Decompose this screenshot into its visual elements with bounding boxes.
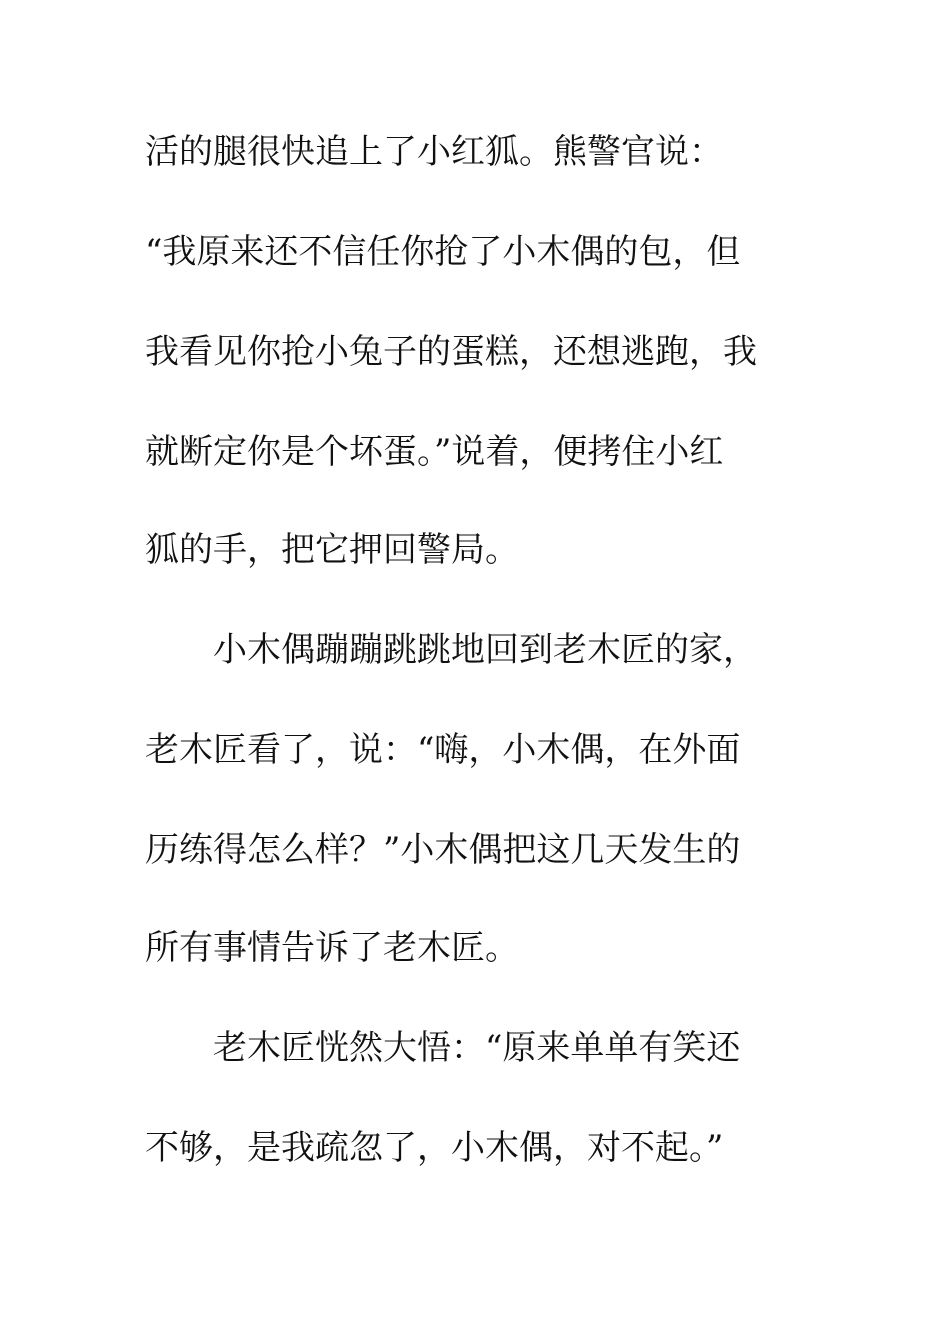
paragraph-start-line: 老木匠恍然大悟：“原来单单有笑还 xyxy=(213,1028,741,1068)
text-line: 老木匠看了，说：“嗨，小木偶，在外面 xyxy=(145,730,741,770)
text-line: 狐的手，把它押回警局。 xyxy=(145,530,519,570)
text-line: 不够，是我疏忽了，小木偶，对不起。” xyxy=(145,1128,724,1168)
text-line: 我看见你抢小兔子的蛋糕，还想逃跑，我 xyxy=(145,332,757,372)
paragraph-start-line: 小木偶蹦蹦跳跳地回到老木匠的家， xyxy=(213,630,757,670)
text-line: “我原来还不信任你抢了小木偶的包，但 xyxy=(145,232,741,272)
text-line: 就断定你是个坏蛋。”说着，便拷住小红 xyxy=(145,432,724,472)
text-line: 所有事情告诉了老木匠。 xyxy=(145,928,519,968)
text-line: 活的腿很快追上了小红狐。熊警官说： xyxy=(145,132,723,172)
text-line: 历练得怎么样？”小木偶把这几天发生的 xyxy=(145,830,741,870)
